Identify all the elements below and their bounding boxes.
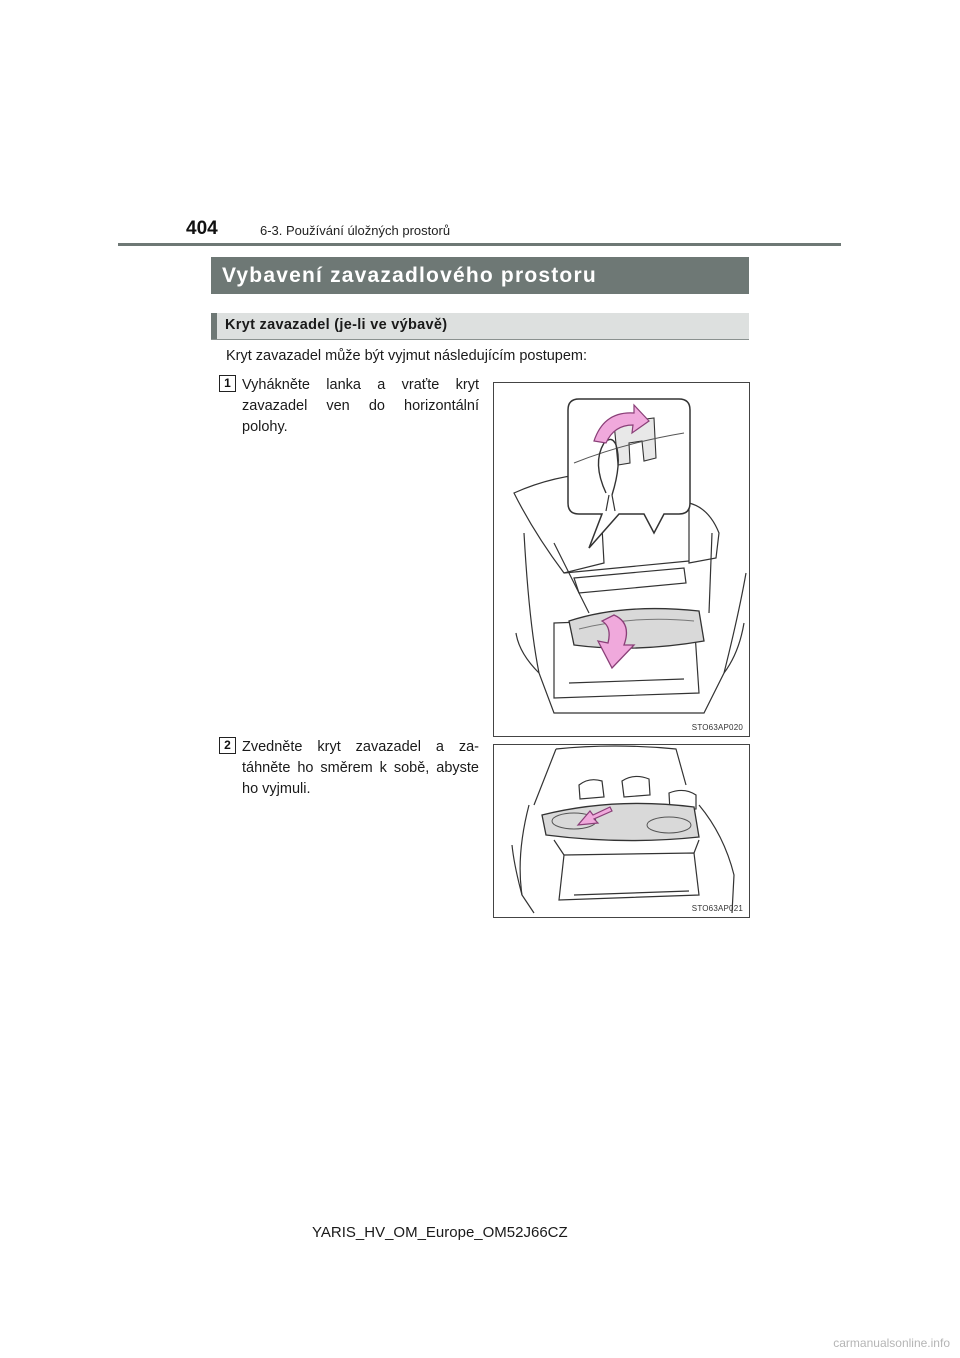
- main-title: [211, 257, 749, 294]
- step-1-text: Vyhákněte lanka a vraťte kryt zavazadel ven do horizontální polohy.: [242, 377, 479, 435]
- figure-2-code: STO63AP021: [691, 904, 743, 913]
- section-reference: 6-3. Používání úložných prostorů: [260, 223, 451, 238]
- footer-document-id: YARIS_HV_OM_Europe_OM52J66CZ: [312, 1224, 568, 1241]
- step-2-number: 2: [219, 737, 236, 754]
- main-title-text: Vybavení zavazadlového prostoru: [222, 264, 597, 287]
- subsection-title: Kryt zavazadel (je-li ve výbavě): [225, 317, 448, 333]
- trunk-cover-remove-illustration: [494, 745, 749, 917]
- watermark: carmanualsonline.info: [833, 1336, 950, 1350]
- figure-1-code: STO63AP020: [691, 723, 743, 732]
- header-divider: [118, 243, 841, 246]
- page-number: 404: [186, 218, 218, 239]
- figure-step-2: [493, 744, 750, 918]
- figure-step-1: [493, 382, 750, 737]
- step-2-text: Zvedněte kryt zavazadel a za-táhněte ho směrem k sobě, abyste ho vyjmuli.: [242, 739, 479, 797]
- subsection-accent: [211, 313, 217, 339]
- intro-text: Kryt zavazadel může být vyjmut následujícím postupem:: [226, 348, 588, 364]
- trunk-cover-unhook-illustration: [494, 383, 749, 736]
- subsection-header: [211, 313, 749, 340]
- step-1-number: 1: [219, 375, 236, 392]
